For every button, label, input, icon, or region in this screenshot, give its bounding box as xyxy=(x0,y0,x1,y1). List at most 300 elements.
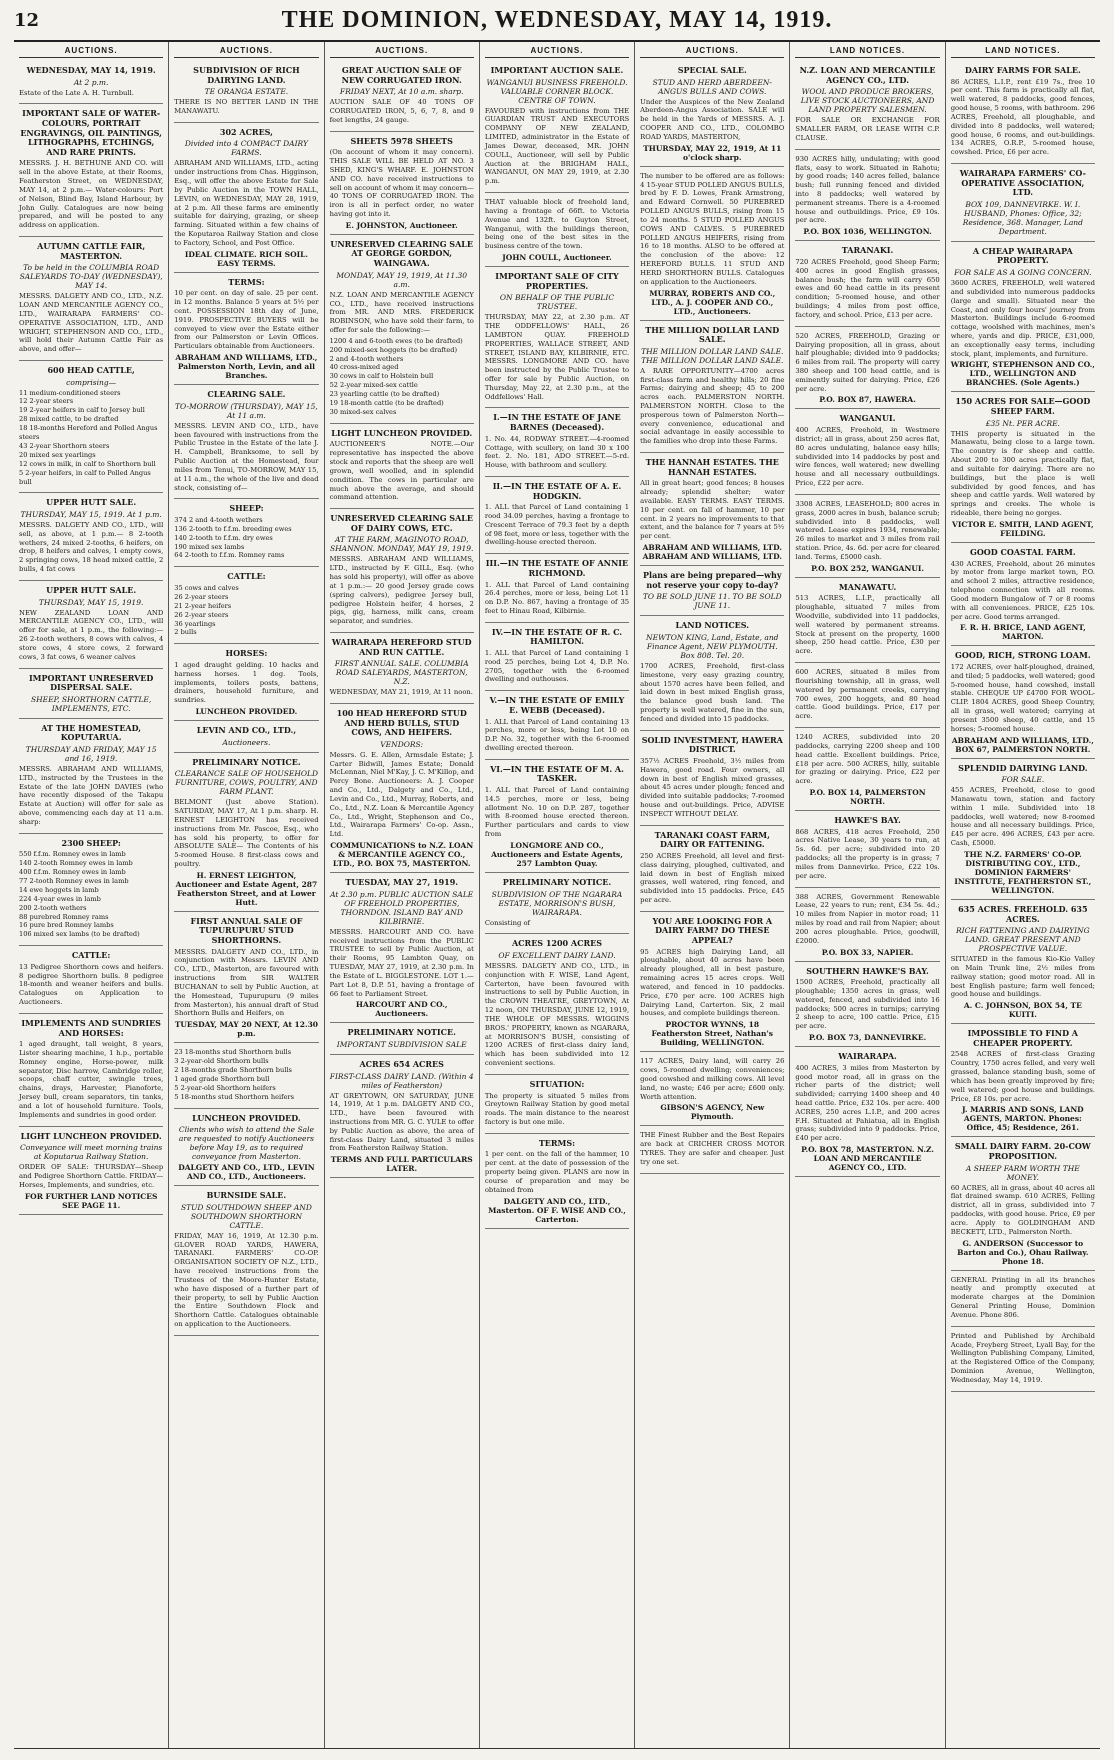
advertisement xyxy=(485,934,629,1075)
ad-title: PRELIMINARY NOTICE. xyxy=(502,876,612,887)
ad-title: GREAT AUCTION SALE OF NEW CORRUGATED IRON. xyxy=(341,65,462,85)
ad-subtitle: MONDAY, MAY 19, 1919, At 11.30 a.m. xyxy=(336,270,468,289)
ad-footer: PROCTOR WYNNS, 18 Featherston Street, Nathan's Building, WELLINGTON. xyxy=(651,1020,773,1048)
ad-footer: E. JOHNSTON, Auctioneer. xyxy=(345,220,458,230)
ad-title: TARANAKI COAST FARM, DAIRY OR FATTENING. xyxy=(654,829,770,850)
ad-footer: P.O. BOX 73, DANNEVIRKE. xyxy=(808,1033,927,1043)
ad-footer: THE N.Z. FARMERS' CO-OP. DISTRIBUTING COY., LTD., DOMINION FARMERS' INSTITUTE, FEATHERSTON ST., WELLINGTON. xyxy=(954,849,1092,895)
ad-subtitle: THURSDAY, MAY 15, 1919. xyxy=(38,597,144,607)
advertisement xyxy=(795,327,939,410)
ad-list-item: 43 2-year Shorthorn steers xyxy=(19,441,110,450)
ad-body: (On account of whom it may concern). THIS SALE WILL BE HELD AT NO. 3 SHED, KING'S WHARF. E. JOHNSTON AND CO. have received instructions to sell on account of whom it may concern— 40 TONS OF CORRUGATED IRON. The iron is all in perfect order, no water having got into it. xyxy=(329,148,474,219)
advertisement xyxy=(174,499,318,567)
ad-body: MESSRS. HARCOURT AND CO. have received instructions from the PUBLIC TRUSTEE to sell by Public Auction, at their Rooms, 95 Lambton Quay, on TUESDAY, MAY 27, 1919, at 2.30 p.m. In the Estate of L. BIGGLESTONE. LOT 1.—Part Lot 8, D.P. 51, having a frontage of 66 feet to Parliament Street. xyxy=(329,927,474,998)
ad-subtitle: Divided into 4 COMPACT DAIRY FARMS. xyxy=(184,139,308,158)
advertisement xyxy=(330,509,474,633)
ad-body: THE Finest Rubber and the Best Repairs are back at CRICHER CROSS MOTOR TYRES. They are safer and cheaper. Just try one set. xyxy=(640,1131,785,1166)
ad-list-item: 40 cross-mixed aged xyxy=(329,363,399,372)
column-7 xyxy=(946,42,1100,1748)
ad-subtitle: SHEEP, SHORTHORN CATTLE, IMPLEMENTS, ETC. xyxy=(31,694,152,713)
ad-body: Estate of the Late A. H. Turnbull. xyxy=(19,88,134,97)
ad-body: 1. No. 44, RODWAY STREET.—4-roomed Cottage, with scullery, on land 30 x 100 feet. 2. No. 181, ADO STREET.—5-rd. House, with bathroom and scullery. xyxy=(484,434,630,470)
ad-body: 86 ACRES, L.I.P., rent £19 7s., free 10 per cent. This farm is practically all flat, well watered, 8 paddocks, good fences, good house, 5 rooms, with bathroom. 296 ACRES, Freehold, all ploughable, and divided into 8 paddocks, well watered; good house, 6 rooms, and out-buildings. 134 ACRES, O.R.P., 5-roomed house, cowshed. Price, £6 per acre. xyxy=(950,77,1095,157)
advertisement xyxy=(951,1327,1095,1392)
ad-subtitle: FOR SALE AS A GOING CONCERN. xyxy=(954,268,1092,278)
advertisement xyxy=(951,900,1095,1024)
ad-body: 357½ ACRES Freehold, 3½ miles from Hawera, good road. Four owners, all down in best of English mixed grasses, about 45 acres under plough; fenced and divided into suitable paddocks; 7-roomed house and out-buildings. Price, ADVISE INSPECT WITHOUT DELAY. xyxy=(640,756,785,818)
ad-list-item: 224 4-year ewes in lamb xyxy=(19,894,101,903)
ad-footer: G. ANDERSON (Successor to Barton and Co.), Ohau Railway. Phone 18. xyxy=(957,1238,1089,1266)
ad-list-item: 30 cows in calf to Holstein bull xyxy=(329,372,434,381)
ad-body: 2548 ACRES of first-class Grazing Country, 1750 acres felled, and very well grassed, balance standing bush, some of which has been greatly improved by fire; well watered; good house and buildings. Price, £8 10s. per acre. xyxy=(950,1050,1095,1103)
advertisement xyxy=(19,361,163,493)
ad-footer: FOR FURTHER LAND NOTICES SEE PAGE 11. xyxy=(24,1191,158,1210)
ad-title: HAWKE'S BAY. xyxy=(834,815,901,825)
ad-title: SHEETS 5978 SHEETS xyxy=(350,135,453,146)
advertisement xyxy=(795,811,939,888)
advertisement xyxy=(640,167,784,321)
ad-footer: P.O. BOX 33, NAPIER. xyxy=(821,947,914,957)
advertisement xyxy=(951,1271,1095,1327)
advertisement xyxy=(19,581,163,669)
ad-body: 868 ACRES, 418 acres Freehold, 250 acres Native Lease, 30 years to run, at 5s. 6d. per acre; subdivided into 20 paddocks; all the property is in grass; 7 miles from Dannevirke. Price, £22 10s. per acre. xyxy=(795,827,940,880)
ad-body: 520 ACRES, FREEHOLD, Grazing or Dairying proposition, all in grass, about half ploughable; divided into 9 paddocks; 6 miles from rail. The property will carry 380 sheep and 100 head cattle, and is eminently suited for dairying. Price, £26 per acre. xyxy=(795,331,940,393)
ad-title: LIGHT LUNCHEON PROVIDED. xyxy=(331,427,473,438)
ad-title: UNRESERVED CLEARING SALE OF DAIRY COWS, ETC. xyxy=(330,513,474,533)
ad-body: THERE IS NO BETTER LAND IN THE MANAWATU. xyxy=(174,98,319,116)
ad-subtitle: THE MILLION DOLLAR LAND SALE. THE MILLION DOLLAR LAND SALE. xyxy=(641,346,784,365)
ad-body: 1500 ACRES, Freehold, practically all ploughable; 1350 acres in grass, well watered, fenced, and subdivided into 16 paddocks; 500 acres in turnips; carrying 2 sheep to acre, 100 cattle. Price, £15 per acre. xyxy=(795,978,940,1031)
ad-body: MESSRS. LEVIN AND CO., LTD., have been favoured with instructions from the Public Trustee in the Estate of the late J. H. Campbell, Branksome, to sell by Public Auction at the Homestead, four miles from Tenui, TO-MORROW, MAY 15, at 11 a.m., the whole of the live and dead stock, consisting of— xyxy=(174,421,319,492)
advertisement xyxy=(795,962,939,1048)
advertisement xyxy=(19,834,163,947)
ad-body: ORDER OF SALE: THURSDAY—Sheep and Pedigree Shorthorn Cattle. FRIDAY—Horses, Implements, and sundries, etc. xyxy=(19,1163,164,1189)
ad-subtitle: BOX 109, DANNEVIRKE. W. I. HUSBAND, Phones: Office, 32; Residence, 368. Manager, Land Department. xyxy=(962,199,1083,236)
advertisement xyxy=(640,453,784,566)
ad-title: SMALL DAIRY FARM. 20-COW PROPOSITION. xyxy=(954,1141,1091,1162)
ad-footer: THURSDAY, MAY 22, 1919, At 11 o'clock sharp. xyxy=(643,143,782,162)
ad-list-item: 5 2-year-old Shorthorn heifers xyxy=(174,1083,276,1092)
advertisement xyxy=(951,646,1095,758)
advertisement xyxy=(330,424,474,509)
ad-footer: ABRAHAM AND WILLIAMS, LTD., BOX 67, PALMERSTON NORTH. xyxy=(951,735,1094,754)
masthead xyxy=(14,0,1100,42)
ad-title: TUESDAY, MAY 27, 1919. xyxy=(345,877,459,888)
ad-title: LUNCHEON PROVIDED. xyxy=(192,1112,301,1123)
advertisement xyxy=(19,719,163,834)
ad-body: 600 ACRES, situated 8 miles from flourishing township, all in grass, well watered by permanent creeks, carrying 700 ewes, 200 hoggets, and 80 head cattle. Good buildings. Price, £17 per acre. xyxy=(795,668,940,721)
ad-title: IMPORTANT SALE OF CITY PROPERTIES. xyxy=(495,271,619,291)
ad-list-item: 200 mixed-sex hoggets (to be drafted) xyxy=(329,345,458,354)
advertisement xyxy=(640,61,784,167)
ad-body: FOR SALE OR EXCHANGE FOR SMALLER FARM, OR LEASE WITH C.P. CLAUSE. xyxy=(795,116,940,142)
ad-body: 1. ALL that Parcel of Land containing 14.5 perches, more or less, being allotment No. 10 on D.P. 287, together with 8-roomed house erected thereon. Further particulars and cards to view from xyxy=(484,786,630,839)
ad-subtitle: THURSDAY, MAY 15, 1919. At 1 p.m. xyxy=(20,509,162,519)
ad-subtitle: At 2 p.m. xyxy=(73,77,109,87)
ad-list-item: 200 2-tooth wethers xyxy=(19,903,87,912)
advertisement xyxy=(951,1137,1095,1270)
ad-body: 1. ALL that Parcel of Land containing 13 perches, more or less, being Lot 10 on D.P. No. 32, together with the 6-roomed dwelling erected thereon. xyxy=(484,717,630,752)
ad-subtitle: FRIDAY NEXT, At 10 a.m. sharp. xyxy=(339,87,464,97)
ad-subtitle: FIRST ANNUAL SALE. COLUMBIA ROAD SALEYARDS, MASTERTON, N.Z. xyxy=(334,659,469,687)
ad-title: PRELIMINARY NOTICE. xyxy=(347,1027,456,1038)
ad-title: 100 HEAD HEREFORD STUD AND HERD BULLS, STUD COWS, AND HEIFERS. xyxy=(336,708,467,738)
ad-subtitle: £35 Nt. PER ACRE. xyxy=(985,418,1060,428)
ad-subtitle: AT THE FARM, MAGINOTO ROAD, SHANNON. MONDAY, MAY 19, 1919. xyxy=(330,535,474,554)
advertisement xyxy=(330,61,474,132)
ad-list-item: 2 18-months grade Shorthorn bulls xyxy=(174,1066,292,1075)
ad-subtitle: THURSDAY AND FRIDAY, MAY 15 and 16, 1919. xyxy=(25,744,157,763)
ad-title: SPECIAL SALE. xyxy=(677,65,747,75)
advertisement xyxy=(951,164,1095,242)
ad-list-item: 35 cows and calves xyxy=(174,583,239,592)
ad-body: 513 ACRES, L.I.P., practically all ploughable, situated 7 miles from Woodville, subdivided into 11 paddocks, well watered by permanent streams. Stock at present on the property, 1600 sheep, 250 head cattle. Price, £30 per acre. xyxy=(795,594,940,656)
advertisement xyxy=(19,493,163,581)
ad-subtitle: TO BE SOLD JUNE 11. TO BE SOLD JUNE 11. xyxy=(642,592,782,611)
ad-body: Under the Auspices of the New Zealand Aberdeen-Angus Association. SALE will be held in the Yards of MESSRS. A. J. COOPER AND CO., LTD., COLOMBO ROAD YARDS, MASTERTON, xyxy=(640,97,785,141)
ad-body: 95 ACRES high Dairying Land, all ploughable, about 40 acres have been already ploughed, all in best pasture, remaining acres 15 acres crops. Well watered, and fenced in 10 paddocks. Price, £70 per acre. 100 ACRES high Dairying Land, Carterton. Six, 2 mail houses, and complete buildings thereon. xyxy=(640,947,785,1018)
ad-body: All in great heart; good fences; 8 houses already; splendid shelter; water available. EASY TERMS. EASY TERMS. 10 per cent. on fall of hammer, 10 per cent. in 2 years no improvements to that extent, and the balance for 7 years at 5½ per cent. xyxy=(640,479,785,541)
ad-body: Consisting of xyxy=(484,918,531,927)
ad-body: 430 ACRES, Freehold, about 26 minutes by motor from large market town, P.O. and school 2 miles, attractive residence, telephone connection with all rooms. Good modern Bungalow of 7 or 8 rooms with all conveniences. PRICE, £25 10s. per acre. Good terms arranged. xyxy=(950,559,1095,621)
ad-body: 1 aged draught, tall weight, 8 years, Lister shearing machine, 1 h.p., portable Romney engine, Horse-power, milk separator, Disc harrow, Cambridge roller, scoops, chaff cutter, swingle trees, chains, drays, Harvester, Pianoforte, Jersey bull, cream separators, tin tanks, and a lot of household furniture. Tools, Implements and sundries in good order. xyxy=(19,1040,164,1119)
ad-list xyxy=(174,516,318,560)
ad-subtitle: WANGANUI BUSINESS FREEHOLD. VALUABLE CORNER BLOCK. CENTRE OF TOWN. xyxy=(486,77,628,105)
ad-list-item: 11 medium-conditioned steers xyxy=(19,388,121,397)
advertisement xyxy=(330,1023,474,1055)
ad-list-item: 14 ewe hoggets in lamb xyxy=(19,885,99,894)
ad-body: FRIDAY, MAY 16, 1919, At 12.30 p.m. GLOVER ROAD YARDS, HAWERA, TARANAKI. FARMERS' CO-OP. ORGANISATION SOCIETY OF N.Z., LTD., have received instructions from the Trustees of the Moore-Hunter Estate, who have disposed of a further part of their property, to sell by Public Auction the Entire Southdown Flock and Shorthorn Cattle. Catalogues obtainable on application to the Auctioneers. xyxy=(174,1231,319,1329)
ad-body: 250 ACRES Freehold, all level and first-class dairying, ploughed, cultivated, and laid down in best of English mixed grasses, well watered, ring fenced, and subdivided into 15 paddocks. Price, £45 per acre. xyxy=(640,851,785,905)
advertisement xyxy=(485,554,629,623)
ad-list-item: 52 2-year mixed-sex cattle xyxy=(329,381,418,390)
ad-body: THURSDAY, MAY 22, at 2.30 p.m. AT THE ODDFELLOWS' HALL, 26 LAMBTON QUAY. FREEHOLD PROPERTIES, WALLACE STREET, AND STREET, ISLAND BAY, KILBIRNIE, ETC. MESSRS. LONGMORE AND CO. have been instructed by the Public Trustee to offer for sale by Public Auction, on Thursday, May 22, at 2.30 p.m., at the Oddfellows' Hall. xyxy=(484,313,630,401)
ad-title: HORSES: xyxy=(225,648,268,659)
advertisement xyxy=(640,1052,784,1126)
advertisement xyxy=(174,753,318,912)
column-6 xyxy=(790,42,945,1748)
ad-list-item: 400 f.f.m. Romney ewes in lamb xyxy=(19,868,126,877)
ad-body: 1. ALL that Parcel of Land containing 26.4 perches, more or less, being Lot 11 on D.P. No. 867, having a frontage of 35 feet to Hinau Road, Kilbirnie. xyxy=(484,580,630,615)
ad-body: MESSRS. DALGETY AND CO., LTD., N.Z. LOAN AND MERCANTILE AGENCY CO., LTD., WAIRARAPA FARMERS' CO-OPERATIVE ASSOCIATION, LTD., AND WRIGHT, STEPHENSON AND CO., LTD., will hold their Autumn Cattle Fair as above, and offer— xyxy=(19,292,164,354)
ad-list-item: 136 2-tooth to f.f.m. breeding ewes xyxy=(174,524,292,533)
ad-list xyxy=(174,584,318,637)
ad-body: Printed and Published by Archibald Acade, Freyberg Street, Lyall Bay, for the Wellington Publishing Company, Limited, at the Registered Office of the Company, Dominion Avenue, Wellington, Wednesday, May 14, 1919. xyxy=(950,1331,1095,1384)
ad-list-item: 26 2-year steers xyxy=(174,592,229,601)
ad-subtitle: comprising— xyxy=(66,377,117,387)
advertisement xyxy=(795,61,939,150)
column-5 xyxy=(635,42,790,1748)
ad-body: MESSRS. ABRAHAM AND WILLIAMS, LTD., instructed by F. GILL, Esq. (who has sold his property), will offer as above at 1 p.m.:— 20 good Jersey grade cows (spring calvers), pedigree Jersey bull, pedigree Holstein heifer, 4 horses, 2 pigs, gig, harness, milk cans, cream separator, and sundries. xyxy=(329,555,474,626)
ad-body: AUCTIONEER'S NOTE.—Our representative has inspected the above stock and reports that the sheep are well grown, well woolled, and in splendid condition. The cows in particular are much above the average, and should command attention. xyxy=(329,440,474,502)
advertisement xyxy=(640,321,784,454)
ad-subtitle: TE ORANGA ESTATE. xyxy=(204,87,289,97)
ad-footer: LUNCHEON PROVIDED. xyxy=(195,707,298,717)
ad-footer: P.O. BOX 252, WANGANUI. xyxy=(811,563,924,573)
ad-subtitle: At 2.30 p.m. PUBLIC AUCTION SALE OF FREEHOLD PROPERTIES, THORNDON. ISLAND BAY AND KILBIRNIE. xyxy=(330,889,474,926)
ad-footer: MURRAY, ROBERTS AND CO., LTD., A. J. COOPER AND CO., LTD., Auctioneers. xyxy=(649,288,776,316)
ad-title: WAIRARAPA FARMERS' CO-OPERATIVE ASSOCIATION, LTD. xyxy=(959,168,1086,198)
advertisement xyxy=(485,760,629,873)
advertisement xyxy=(485,873,629,934)
advertisement xyxy=(640,912,784,1052)
ad-body: MESSRS. J. H. BETHUNE AND CO. will sell in the above Estate, at their Rooms, Featherston Street, on WEDNESDAY, MAY 14, at 2 p.m.— Water-colours: Port of Nelson, Blind Bay, Island Harbour, by John Gully. Catalogues are now being prepared, and will be posted to any address on application. xyxy=(19,159,164,230)
advertisement xyxy=(951,242,1095,393)
ad-title: ACRES 654 ACRES xyxy=(359,1058,444,1069)
advertisement xyxy=(174,61,318,123)
advertisement xyxy=(951,61,1095,164)
ad-title: V.—IN THE ESTATE OF EMILY E. WEBB (Deceased). xyxy=(489,695,625,715)
ad-list-item: 140 2-tooth to f.f.m. dry ewes xyxy=(174,533,273,542)
advertisement xyxy=(330,132,474,235)
ad-subtitle: Auctioneers. xyxy=(222,737,271,747)
ad-title: CLEARING SALE. xyxy=(207,389,286,400)
ad-title: LEVIN AND CO., LTD., xyxy=(196,725,297,736)
advertisement xyxy=(174,385,318,499)
ad-list xyxy=(174,1048,318,1101)
ad-body: GENERAL Printing in all its branches neatly and promptly executed at moderate charges at the Dominion General Printing House, Dominion Avenue. Phone 806. xyxy=(950,1275,1095,1319)
ad-title: SUBDIVISION OF RICH DAIRYING LAND. xyxy=(193,65,300,85)
ad-title: LAND NOTICES. xyxy=(675,620,750,631)
advertisement xyxy=(640,731,784,826)
ad-body: 455 ACRES, Freehold, close to good Manawatu town, station and factory within 1 mile. Subdivided into 18 paddocks, well watered; new 8-roomed house and all necessary buildings. Price, £45 per acre. 496 ACRES, £43 per acre. Cash, £5000. xyxy=(950,786,1095,848)
ad-body: 3308 ACRES, LEASEHOLD; 800 acres in grass, 2000 acres in bush, balance scrub; subdivided into 8 paddocks, well watered. Lease expires 1934, renewable; 26 miles to market and 3 miles from rail station. Price, 4s. 6d. per acre for cleared land. Terms, £5000 cash. xyxy=(795,499,940,561)
ad-footer: ABRAHAM AND WILLIAMS, LTD. ABRAHAM AND WILLIAMS, LTD. xyxy=(642,543,782,562)
advertisement xyxy=(951,1024,1095,1137)
ad-title: VI.—IN THE ESTATE OF M. A. TASKER. xyxy=(490,763,624,784)
ad-subtitle: FIRST-CLASS DAIRY LAND. (Within 4 miles of Featherston) xyxy=(329,1071,474,1090)
ad-list-item: 88 purebred Romney rams xyxy=(19,912,109,921)
ad-subtitle: ON BEHALF OF THE PUBLIC TRUSTEE. xyxy=(499,293,615,312)
ad-title: IMPORTANT SALE OF WATER-COLOURS, PORTRAIT ENGRAVINGS, OIL PAINTINGS, LITHOGRAPHS, ETCHINGS, AND RARE PRINTS. xyxy=(20,108,162,157)
ad-title: LIGHT LUNCHEON PROVIDED. xyxy=(20,1130,162,1141)
column-header: AUCTIONS. xyxy=(19,44,163,58)
advertisement xyxy=(485,623,629,692)
column-header: LAND NOTICES. xyxy=(951,44,1095,58)
ad-subtitle: To be held in the COLUMBIA ROAD SALEYARDS TO-DAY (WEDNESDAY), MAY 14. xyxy=(19,263,163,291)
ad-body: ABRAHAM AND WILLIAMS, LTD., acting under instructions from Chas. Higginson, Esq., will offer the above Estate for Sale by Public Auction in the TOWN HALL, LEVIN, on WEDNESDAY, MAY 28, 1919, at 2 p.m. All these farms are eminently suitable for dairying, grazing, or sheep farming. Situated within a few chains of the Koputaroa Railway Station and close to Factory, School, and Post Office. xyxy=(174,159,319,247)
advertisement xyxy=(795,728,939,811)
ad-body: AT GREYTOWN, ON SATURDAY, JUNE 14, 1919, At 1 p.m. DALGETY AND CO., LTD., have been favoured with instructions from MR. G. C. YULE to offer by Public Auction as above, the area of first-class Dairy Land, situated 3 miles from Featherston Railway Station. xyxy=(329,1091,474,1153)
ad-title: GOOD COASTAL FARM. xyxy=(970,546,1076,557)
ad-title: II.—IN THE ESTATE OF A. E. HODGKIN. xyxy=(492,480,622,501)
page-number: 12 xyxy=(14,9,40,31)
advertisement xyxy=(795,241,939,326)
advertisement xyxy=(795,663,939,728)
ad-list-item: 64 2-tooth to f.f.m. Romney rams xyxy=(174,551,285,560)
ad-body: MESSRS. DALGETY AND CO., LTD., in conjunction with F. WISE, Land Agent, Carterton, have been favoured with instructions to sell by Public Auction, in the CROWN THEATRE, GREYTOWN, At 12 noon, ON THURSDAY, JUNE 12, 1919, THE WHOLE OF MESSRS. WIGGINS BROS.' PROPERTY, known as NGARARA, at MORRISON'S BUSH, consisting of 1200 ACRES of first-class dairy land, which has been subdivided into 12 convenient sections. xyxy=(484,961,630,1068)
advertisement xyxy=(330,1055,474,1178)
advertisement xyxy=(951,543,1095,646)
ad-subtitle: NEWTON KING, Land, Estate, and Finance Agent, NEW PLYMOUTH. Box 808. Tel. 20. xyxy=(646,632,779,660)
ad-body: 400 ACRES, 3 miles from Masterton by good motor road, all in grass on the richer parts of the district; well subdivided; carrying 1400 sheep and 40 head cattle. Price, £32 10s. per acre. 400 ACRES, 250 acres L.I.P., and 200 acres F.H. Situated at Pahiatua, all in English grass; subdivided into 9 paddocks. Price, £40 per acre. xyxy=(795,1063,940,1143)
ad-title: I.—IN THE ESTATE OF JANE BARNES (Deceased). xyxy=(493,412,621,433)
ad-title: THE HANNAH ESTATES. THE HANNAH ESTATES. xyxy=(645,457,779,477)
ad-footer: COMMUNICATIONS to N.Z. LOAN & MERCANTILE AGENCY CO., LTD., P.O. BOX 75, MASTERTON. xyxy=(330,841,474,869)
ad-title: TARANAKI. xyxy=(841,245,894,256)
ad-list-item: 550 f.f.m. Romney ewes in lamb xyxy=(19,850,126,859)
ad-title: ACRES 1200 ACRES xyxy=(511,938,602,949)
ad-list-item: 19 2-year heifers in calf to Jersey bull xyxy=(19,406,145,415)
ad-body: 388 ACRES, Government Renewable Lease, 22 years to run; rent, £34 5s. 4d.; 10 miles from Napier in motor road; 11 miles by road and rail from Napier; about 200 acres ploughable. Price, goodwill, £2000. xyxy=(795,892,940,945)
ad-title: IMPOSSIBLE TO FIND A CHEAPER PROPERTY. xyxy=(967,1028,1078,1048)
ad-body: 3600 ACRES, FREEHOLD, well watered and subdivided into numerous paddocks (large and small). Situated near the Coast, and only four hours' journey from Masterton. Buildings include 6-roomed cottage, woolshed with machines, men's where, yards and dip. PRICE, £31,000, an exceptionally easy terms, including stock, plant, implements, and furniture. xyxy=(950,279,1095,358)
ad-list-item: 18 18-months Hereford and Polled Angus steers xyxy=(19,424,158,442)
ad-footer: LONGMORE AND CO., Auctioneers and Estate Agents, 257 Lambton Quay. xyxy=(491,840,623,868)
columns-container xyxy=(14,42,1100,1749)
ad-list-item: 190 mixed sex lambs xyxy=(174,542,245,551)
ad-body: 1 per cent. on the fall of the hammer, 10 per cent. at the date of possession of the property being given. PLANS are now in course of preparation and may be obtained from xyxy=(484,1150,630,1194)
advertisement xyxy=(795,578,939,663)
advertisement xyxy=(174,912,318,1043)
ad-list-item: 23 yearling cattle (to be drafted) xyxy=(329,390,440,399)
ad-footer: DALGETY AND CO., LTD., Masterton. OF F. WISE AND CO., Carterton. xyxy=(488,1196,626,1224)
advertisement xyxy=(330,873,474,1023)
ad-list-item: 28 mixed cattle, to be drafted xyxy=(19,415,119,424)
newspaper-title: THE DOMINION, WEDNESDAY, MAY 14, 1919. xyxy=(281,6,833,33)
advertisement xyxy=(795,888,939,962)
ad-body: N.Z. LOAN AND MERCANTILE AGENCY CO., LTD., have received instructions from MR. AND MRS. FREDERICK ROBINSON, who have sold their farm, to offer for sale the following:— xyxy=(329,290,474,334)
ad-footer: J. MARRIS AND SONS, LAND AGENTS, MARTON. Phones: Office, 45; Residence, 261. xyxy=(961,1105,1084,1133)
advertisement xyxy=(174,1109,318,1187)
advertisement xyxy=(485,408,629,477)
ad-body: 720 ACRES Freehold, good Sheep Farm; 400 acres in good English grasses, balance bush; the farm will carry 650 ewes and 60 head cattle in its present condition; 5-roomed house, and other buildings; 4 miles from post office, factory, and school. Price, £13 per acre. xyxy=(795,257,940,319)
ad-footer: ABRAHAM AND WILLIAMS, LTD., Palmerston North, Levin, and all Branches. xyxy=(175,353,318,381)
ad-title: UPPER HUTT SALE. xyxy=(46,584,137,595)
ad-body: MESSRS. ABRAHAM AND WILLIAMS, LTD., instructed by the Trustees in the Estate of the late JOHN DAVIES (who have recently disposed of the Takapu Estate at Auction) will offer for sale as above, commencing each day at 11 a.m. sharp: xyxy=(19,764,164,826)
advertisement xyxy=(485,193,629,267)
ad-title: TERMS: xyxy=(538,1137,576,1148)
ad-footer: JOHN COULL, Auctioneer. xyxy=(502,253,612,263)
ad-title: AT THE HOMESTEAD, KOPUTARUA. xyxy=(41,722,142,743)
ad-body: 1. ALL that Parcel of Land containing 1 rood 34.09 perches, having a frontage to Crescent Terrace of 79.3 feet by a depth of 98 feet, more or less, together with the dwelling-house erected thereon. xyxy=(484,503,630,547)
ad-list-item: 2 and 4-tooth wethers xyxy=(329,354,404,363)
ad-title: CATTLE: xyxy=(227,571,266,582)
ad-title: 635 ACRES. FREEHOLD. 635 ACRES. xyxy=(958,903,1088,924)
advertisement xyxy=(330,633,474,704)
advertisement xyxy=(795,495,939,578)
advertisement xyxy=(640,1126,784,1173)
ad-subtitle: IMPORTANT SUBDIVISION SALE xyxy=(336,1039,467,1049)
ad-title: YOU ARE LOOKING FOR A DAIRY FARM? DO THESE APPEAL? xyxy=(652,915,773,946)
ad-title: IV.—IN THE ESTATE OF R. C. HAMILTON. xyxy=(491,626,623,647)
ad-body: 10 per cent. on day of sale. 25 per cent. in 12 months. Balance 5 years at 5½ per cent. POSSESSION 18th day of June, 1919. PROSPECTIVE BUYERS will be conveyed to view over the Estate either from our Palmerston or Levin Offices. Particulars obtainable from Auctioneers. xyxy=(174,289,319,351)
ad-body: BELMONT (Just above Station). SATURDAY, MAY 17, At 1 p.m. sharp. H. ERNEST LEIGHTON has received instructions from Mr. Pascoe, Esq., who has sold his property, to offer for ABSOLUTE SALE— The Contents of his 5-roomed House. 8 first-class cows and poultry. xyxy=(174,798,319,869)
ad-subtitle: STUD SOUTHDOWN SHEEP AND SOUTHDOWN SHORTHORN CATTLE. xyxy=(180,1202,312,1230)
ad-body: SITUATED in the famous Kio-Kio Valley on Main Trunk line, 2½ miles from railway station; good motor road. All in best English pasture; farm well fenced; good house and buildings. xyxy=(950,955,1095,999)
ad-list xyxy=(330,337,474,417)
ad-footer: GIBSON'S AGENCY, New Plymouth. xyxy=(660,1103,765,1122)
ad-title: GOOD, RICH, STRONG LOAM. xyxy=(955,650,1091,661)
ad-title: SITUATION: xyxy=(529,1078,585,1089)
ad-list-item: 1200 4 and 6-tooth ewes (to be drafted) xyxy=(329,336,463,345)
advertisement xyxy=(485,267,629,408)
ad-body: AUCTION SALE OF 40 TONS OF CORRUGATED IRON, 5, 6, 7, 8, and 9 feet lengths, 24 gauge. xyxy=(329,98,474,124)
ad-title: PRELIMINARY NOTICE. xyxy=(192,756,301,767)
ad-footer: P.O. BOX 87, HAWERA. xyxy=(819,395,916,405)
advertisement xyxy=(19,946,163,1014)
advertisement xyxy=(485,61,629,193)
ad-subtitle: FOR SALE. xyxy=(1001,775,1045,785)
column-1 xyxy=(14,42,169,1748)
ad-footer: DALGETY AND CO., LTD., LEVIN AND CO., LTD., Auctioneers. xyxy=(178,1163,315,1182)
ad-subtitle: TO-MORROW (THURSDAY), MAY 15, At 11 a.m. xyxy=(175,401,318,420)
ad-title: UPPER HUTT SALE. xyxy=(46,497,137,508)
ad-title: 302 ACRES, xyxy=(219,126,273,137)
ad-list-item: 19 18-month cattle (to be drafted) xyxy=(329,399,444,408)
column-2 xyxy=(169,42,324,1748)
ad-title: WAIRARAPA. xyxy=(838,1051,897,1062)
ad-title: 2300 SHEEP: xyxy=(61,837,121,848)
advertisement xyxy=(640,566,784,616)
ad-body: A RARE OPPORTUNITY—4700 acres first-class farm and healthy hills; 20 fine Farms; dairying and sheep; 45 to 200 acres each. PALMERSTON NORTH. PALMERSTON NORTH. Close to the prosperous town of Palmerston North—every convenience, educational and social advantage in easily accessible to the families who drop into these Farms. xyxy=(640,366,785,446)
column-header: LAND NOTICES. xyxy=(795,44,939,58)
ad-title: AUTUMN CATTLE FAIR, MASTERTON. xyxy=(37,241,146,261)
column-3 xyxy=(325,42,480,1748)
ad-title: SPLENDID DAIRYING LAND. xyxy=(958,762,1088,773)
ad-footer: P.O. BOX 14, PALMERSTON NORTH. xyxy=(809,788,926,806)
ad-body: 172 ACRES, over half-ploughed, drained, and tiled; 5 paddocks, well watered; good 5-roomed house, hand cowshed, install stable. CHEQUE UP £4700 FOR WOOL-CLIP. 1804 ACRES, good Sheep Country, all in grass, well watered; carrying at present 3500 sheep, 40 cattle, and 15 horses; 5-roomed house. xyxy=(950,662,1095,733)
ad-footer: TERMS AND FULL PARTICULARS LATER. xyxy=(330,1155,473,1174)
advertisement xyxy=(19,237,163,361)
advertisement xyxy=(485,1134,629,1229)
ad-list-item: 140 2-tooth Romney ewes in lamb xyxy=(19,859,133,868)
ad-list-item: 16 pure bred Romney lambs xyxy=(19,921,114,930)
ad-body: Messrs. G. E. Allen, Armsdale Estate; J. Carter Bidwill, James Estate; Donald McLennan, Niel M'Kay, J. C. M'Killop, and Percy Bone. Auctioneers: A. J. Cooper and Co., Ltd., Dalgety and Co., Ltd., Levin and Co., Ltd., Murray, Roberts, and Co., Ltd., N.Z. Loan & Mercantile Agency Co., Ltd., Wright, Stephenson and Co., Ltd., Wairarapa Farmers' Co-op. Assn., Ltd. xyxy=(329,750,474,839)
advertisement xyxy=(640,616,784,730)
advertisement xyxy=(330,235,474,424)
column-4 xyxy=(480,42,635,1748)
ad-subtitle: STUD AND HERD ABERDEEN-ANGUS BULLS AND COWS. xyxy=(652,77,772,96)
ad-list-item: 23 18-months stud Shorthorn bulls xyxy=(174,1048,292,1057)
ad-title: FIRST ANNUAL SALE OF TUPURUPURU STUD SHORTHORNS. xyxy=(190,915,303,946)
ad-footer: A. C. JOHNSON, BOX 54, TE KUITI. xyxy=(963,1001,1082,1020)
ad-body: 1240 ACRES, subdivided into 20 paddocks, carrying 2200 sheep and 100 head cattle. Excellent buildings. Price, £18 per acre. 500 ACRES, hilly, suitable for grazing or dairying. Price, £22 per acre. xyxy=(795,733,940,786)
ad-title: A CHEAP WAIRARAPA PROPERTY. xyxy=(972,245,1073,266)
ad-body: The property is situated 5 miles from Greytown Railway Station by good metal roads. The main distance to the nearest factory is but one mile. xyxy=(484,1091,630,1126)
ad-list-item: 12 2-year steers xyxy=(19,397,74,406)
ad-footer: VICTOR E. SMITH, LAND AGENT, FEILDING. xyxy=(952,519,1094,538)
advertisement xyxy=(951,392,1095,542)
ad-body: FAVOURED with instructions from THE GUARDIAN TRUST AND EXECUTORS COMPANY OF NEW ZEALAND, LIMITED, administrator in the Estate of James Dewar, deceased, MR. JOHN COULL, Auctioneer, will sell by Public Auction at the BRIGHAM HALL, WANGANUI, ON MAY 29, 1919, at 2.30 p.m. xyxy=(484,106,630,186)
ad-body: 13 Pedigree Shorthorn cows and heifers. 8 pedigree Shorthorn bulls. 8 pedigree 18-month and weaner heifers and bulls. Catalogues on Application to Auctioneers. xyxy=(19,962,164,1007)
ad-body: MESSRS. DALGETY AND CO., LTD., will sell, as above, at 1 p.m.— 8 2-tooth wethers, 24 mixed 2-tooths, 6 heifers, on drop, 8 heifers and calves, 1 empty cows, 2 springing cows, 18 head mixed cattle, 2 bulls, 4 fat cows xyxy=(19,520,164,574)
advertisement xyxy=(330,704,474,873)
ad-title: WAIRARAPA HEREFORD STUD AND RUN CATTLE. xyxy=(331,637,472,657)
advertisement xyxy=(795,409,939,494)
ad-footer: HARCOURT AND CO., Auctioneers. xyxy=(355,1000,448,1019)
ad-title: WEDNESDAY, MAY 14, 1919. xyxy=(26,65,156,75)
ad-list-item: 3 2-year-old Shorthorn bulls xyxy=(174,1057,269,1066)
advertisement xyxy=(485,1075,629,1134)
ad-list-item: 374 2 and 4-tooth wethers xyxy=(174,515,263,524)
ad-body: 60 ACRES, all in grass, about 40 acres all flat drained swamp. 610 ACRES, Felling district, all in grass, subdivided into 7 paddocks, with good house. Price, £9 per acre. Apply to GOLDINGHAM AND BECKETT, LTD., Palmerston North. xyxy=(950,1183,1095,1236)
ad-title: TERMS: xyxy=(228,276,265,287)
ad-title: Plans are being prepared—why not reserve your copy to-day? xyxy=(643,570,782,590)
ad-body: 117 ACRES, Dairy land, will carry 26 cows, 5-roomed dwelling; conveniences; good cowshed and milking cows. All level land, no waste; £46 per acre; £600 only. Worth attention. xyxy=(640,1057,785,1101)
ad-footer: WRIGHT, STEPHENSON AND CO., LTD., WELLINGTON AND BRANCHES. (Sole Agents.) xyxy=(950,360,1095,388)
ad-title: THE MILLION DOLLAR LAND SALE. xyxy=(645,324,780,345)
ad-list-item: 12 cows in milk, in calf to Shorthorn bull xyxy=(19,459,156,468)
advertisement xyxy=(174,644,318,721)
ad-body: 1700 ACRES, Freehold, first-class limestone, very easy grazing country, about 1570 acres have been felled, and laid down in best mixed English grass, the balance good bush land. The property is well watered, fine in the sun, fenced and divided into 15 paddocks. xyxy=(640,661,785,723)
advertisement xyxy=(485,477,629,554)
advertisement xyxy=(19,669,163,719)
ad-list-item: 1 aged grade Shorthorn bull xyxy=(174,1074,270,1083)
ad-list-item: 5 18-months stud Shorthorn heifers xyxy=(174,1092,295,1101)
ad-list-item: 21 2-year heifers xyxy=(174,601,232,610)
ad-title: IMPORTANT AUCTION SALE. xyxy=(490,65,624,75)
